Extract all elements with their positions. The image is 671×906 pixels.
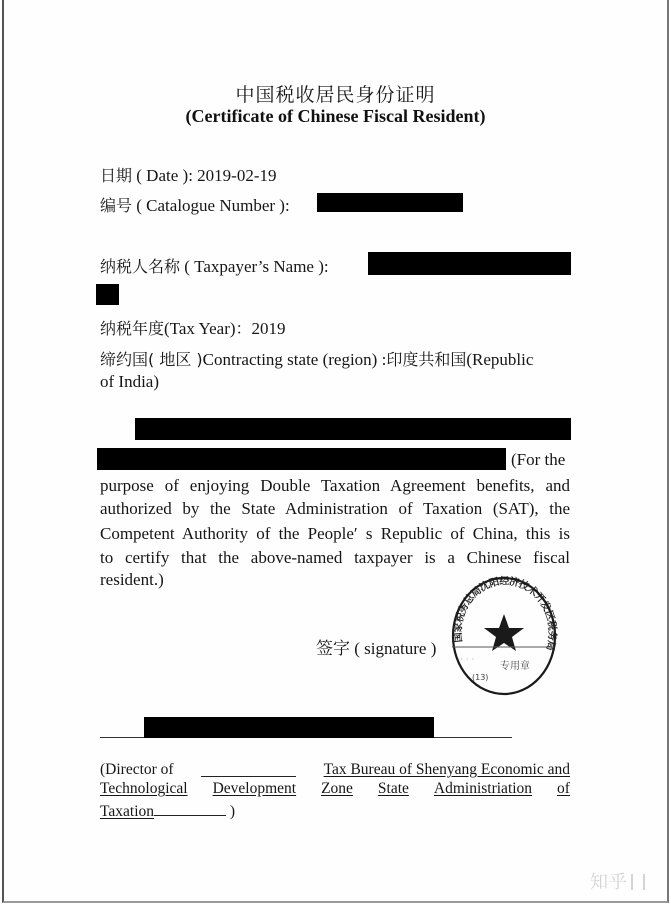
director-close-paren: ) (229, 803, 236, 820)
catalogue-label-en: ( Catalogue Number ) (136, 196, 285, 215)
tax-year-separator: ： (235, 319, 252, 338)
watermark-text: 知乎 (590, 872, 628, 893)
tax-year-field (100, 316, 286, 339)
certification-redaction-1 (135, 418, 571, 440)
seal-text: 国家税务总局沈阳经济技术开发区税务局 (452, 576, 558, 652)
director-line2-word: Zone (321, 780, 353, 797)
tax-year-value: 2019 (251, 319, 286, 338)
certification-redaction-2 (97, 448, 506, 470)
signature-label (316, 634, 436, 659)
contracting-state-field (100, 347, 533, 370)
date-field (100, 163, 277, 186)
certification-line-1: purpose of enjoying Double Taxation Agreement benefits, and (100, 476, 570, 495)
taxpayer-label-en: ( Taxpayer’s Name ) (184, 257, 324, 276)
contracting-state-value-cont: of India) (100, 372, 160, 391)
taxation-blank (154, 814, 226, 816)
catalogue-number-field (100, 193, 290, 216)
svg-text:专用章: 专用章 (500, 661, 530, 672)
date-label-cn: 日期 (100, 166, 133, 185)
catalogue-separator: : (284, 196, 290, 215)
certification-line-5: resident.) (100, 570, 164, 589)
contracting-state-value-cn: 印度共和国 (386, 350, 467, 369)
catalogue-label-cn: 编号 (100, 196, 133, 215)
taxpayer-name-redaction-cont (96, 284, 119, 305)
director-line-3 (100, 802, 570, 822)
director-bureau: Tax Bureau of Shenyang Economic and (323, 761, 570, 778)
title-english: (Certificate of Chinese Fiscal Resident) (185, 106, 486, 126)
certification-line-3: Competent Authority of the People′ s Republic of China, this is (100, 524, 570, 543)
date-value: 2019-02-19 (197, 166, 277, 185)
certification-lead-in: (For the (511, 450, 566, 469)
signature-label-en: ( signature ) (354, 639, 437, 658)
contracting-state-label-en: Contracting state (region) (202, 350, 378, 369)
bureau-name-blank (201, 775, 296, 777)
certification-line-2: authorized by the State Administration of Taxation (SAT), the (100, 499, 570, 518)
watermark-logo-icon (631, 874, 645, 890)
official-seal-stamp-icon (448, 572, 558, 697)
contracting-state-label-cn: 缔约国( 地区 ) (100, 350, 203, 369)
svg-text:(13): (13) (472, 673, 489, 682)
date-label-en: ( Date ) (136, 166, 189, 185)
contracting-state-value-en: (Republic (466, 350, 534, 369)
director-line2-word: State (377, 780, 409, 797)
contracting-state-separator: : (381, 350, 387, 369)
director-line2-word: of (557, 780, 570, 797)
director-line2-word: Development (212, 780, 297, 797)
director-line2-word: Administriation (433, 780, 533, 797)
director-line2-word: Technological (100, 780, 188, 797)
tax-year-label-cn: 纳税年度 (100, 319, 165, 338)
signatory-name-redaction (144, 717, 434, 738)
director-line-2 (100, 779, 570, 799)
director-prefix: (Director of (100, 761, 174, 778)
taxpayer-name-field (100, 254, 329, 277)
zhihu-watermark (590, 868, 645, 894)
certification-line-4: to certify that the above-named taxpayer is a Chinese fiscal (100, 548, 570, 567)
tax-year-label-en: (Tax Year) (164, 319, 236, 338)
taxpayer-label-cn: 纳税人名称 (100, 257, 181, 276)
svg-text:· · ·: · · · (460, 655, 475, 665)
director-line-1 (100, 760, 570, 780)
date-separator: : (188, 166, 193, 185)
taxpayer-separator: : (323, 257, 329, 276)
director-taxation: Taxation (100, 803, 155, 820)
signature-label-cn: 签字 (316, 639, 350, 659)
title-chinese: 中国税收居民身份证明 (235, 84, 436, 106)
taxpayer-name-redaction (368, 252, 571, 275)
catalogue-number-redaction (317, 193, 463, 212)
